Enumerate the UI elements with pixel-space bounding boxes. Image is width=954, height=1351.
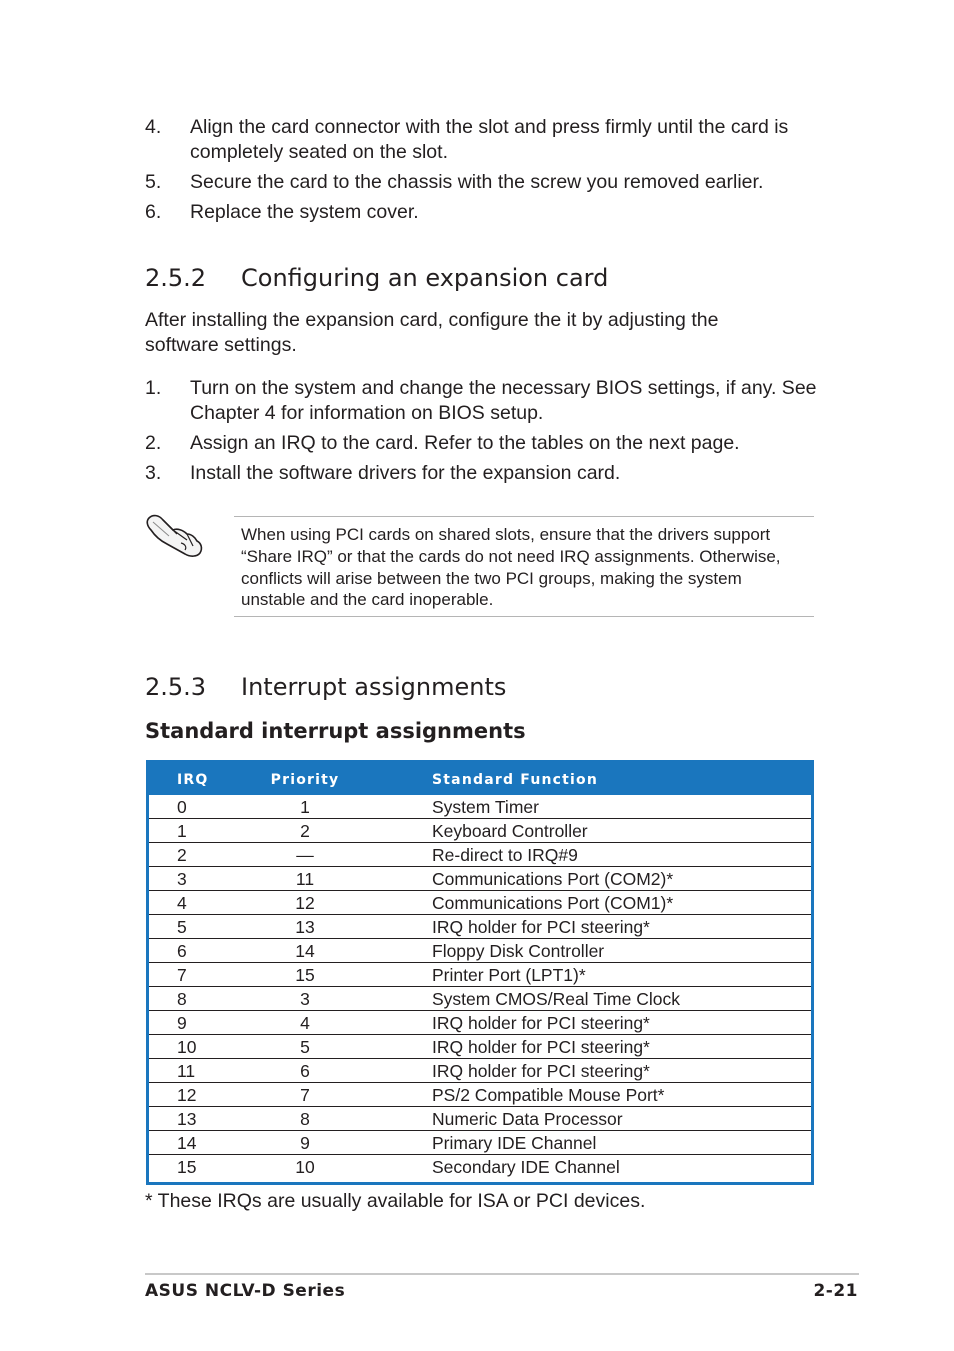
cell-function: Communications Port (COM2)* bbox=[432, 869, 674, 889]
cell-function: Re-direct to IRQ#9 bbox=[432, 845, 578, 865]
install-steps-list bbox=[145, 115, 825, 230]
cell-irq: 4 bbox=[177, 893, 187, 913]
section-title: Interrupt assignments bbox=[241, 673, 507, 701]
footer-page-number: 2-21 bbox=[813, 1281, 858, 1301]
header-function: Standard Function bbox=[432, 772, 599, 788]
step-text: Turn on the system and change the necessary BIOS settings, if any. See Chapter 4 for information on BIOS setup. bbox=[190, 377, 817, 424]
table-header bbox=[149, 763, 811, 795]
cell-priority: 5 bbox=[300, 1037, 310, 1057]
section-heading-252 bbox=[145, 264, 608, 292]
cell-function: Numeric Data Processor bbox=[432, 1109, 623, 1129]
table-row bbox=[149, 1154, 811, 1178]
cell-function: Printer Port (LPT1)* bbox=[432, 965, 586, 985]
cell-irq: 13 bbox=[177, 1109, 197, 1129]
table-row bbox=[149, 866, 811, 890]
cell-function: Secondary IDE Channel bbox=[432, 1157, 620, 1177]
cell-irq: 8 bbox=[177, 989, 187, 1009]
cell-priority: 7 bbox=[300, 1085, 310, 1105]
irq-assignment-table bbox=[146, 760, 814, 1185]
header-irq: IRQ bbox=[177, 772, 209, 788]
table-row bbox=[149, 890, 811, 914]
subsection-heading: Standard interrupt assignments bbox=[145, 719, 526, 743]
cell-function: System Timer bbox=[432, 797, 539, 817]
section-heading-253 bbox=[145, 673, 506, 701]
cell-priority: 13 bbox=[295, 917, 315, 937]
cell-function: Keyboard Controller bbox=[432, 821, 588, 841]
step-number: 6. bbox=[145, 201, 162, 223]
step-number: 3. bbox=[145, 462, 162, 484]
cell-function: Primary IDE Channel bbox=[432, 1133, 597, 1153]
table-body bbox=[149, 795, 811, 1178]
cell-priority: 15 bbox=[295, 965, 315, 985]
table-row bbox=[149, 1106, 811, 1130]
cell-function: Communications Port (COM1)* bbox=[432, 893, 674, 913]
cell-priority: 10 bbox=[295, 1157, 315, 1177]
cell-priority: — bbox=[296, 845, 314, 865]
cell-function: IRQ holder for PCI steering* bbox=[432, 1013, 650, 1033]
table-row bbox=[149, 986, 811, 1010]
table-row bbox=[149, 1058, 811, 1082]
cell-function: System CMOS/Real Time Clock bbox=[432, 989, 680, 1009]
intro-paragraph: After installing the expansion card, configure the it by adjusting the software settings. bbox=[145, 309, 719, 356]
cell-irq: 2 bbox=[177, 845, 187, 865]
cell-irq: 12 bbox=[177, 1085, 197, 1105]
cell-function: Floppy Disk Controller bbox=[432, 941, 605, 961]
section-title: Configuring an expansion card bbox=[241, 264, 609, 292]
table-footnote: * These IRQs are usually available for ISA or PCI devices. bbox=[145, 1190, 646, 1212]
list-item bbox=[145, 376, 825, 426]
step-number: 4. bbox=[145, 116, 162, 138]
cell-function: PS/2 Compatible Mouse Port* bbox=[432, 1085, 665, 1105]
cell-irq: 11 bbox=[177, 1061, 196, 1081]
cell-priority: 8 bbox=[300, 1109, 310, 1129]
cell-irq: 10 bbox=[177, 1037, 197, 1057]
list-item bbox=[145, 200, 825, 225]
cell-irq: 15 bbox=[177, 1157, 197, 1177]
list-item bbox=[145, 461, 825, 486]
table-row bbox=[149, 795, 811, 818]
table-row bbox=[149, 842, 811, 866]
cell-priority: 1 bbox=[300, 797, 310, 817]
table-row bbox=[149, 818, 811, 842]
table-row bbox=[149, 1034, 811, 1058]
cell-irq: 3 bbox=[177, 869, 187, 889]
cell-irq: 0 bbox=[177, 797, 187, 817]
header-priority: Priority bbox=[270, 772, 340, 788]
cell-irq: 7 bbox=[177, 965, 187, 985]
section-number: 2.5.3 bbox=[145, 673, 207, 701]
cell-irq: 6 bbox=[177, 941, 187, 961]
note-box bbox=[234, 516, 814, 617]
step-text: Replace the system cover. bbox=[190, 201, 419, 223]
cell-function: IRQ holder for PCI steering* bbox=[432, 1037, 650, 1057]
list-item bbox=[145, 115, 825, 165]
list-item bbox=[145, 170, 825, 195]
table-row bbox=[149, 914, 811, 938]
footer-divider bbox=[145, 1273, 859, 1275]
step-number: 1. bbox=[145, 377, 162, 399]
cell-priority: 4 bbox=[300, 1013, 310, 1033]
cell-function: IRQ holder for PCI steering* bbox=[432, 1061, 650, 1081]
list-item bbox=[145, 431, 825, 456]
cell-priority: 6 bbox=[300, 1061, 310, 1081]
step-text: Secure the card to the chassis with the screw you removed earlier. bbox=[190, 171, 764, 193]
step-number: 2. bbox=[145, 432, 162, 454]
step-text: Align the card connector with the slot and press firmly until the card is completely seated on the slot. bbox=[190, 116, 789, 163]
cell-irq: 14 bbox=[177, 1133, 197, 1153]
table-row bbox=[149, 1130, 811, 1154]
cell-function: IRQ holder for PCI steering* bbox=[432, 917, 650, 937]
footer-product-name: ASUS NCLV-D Series bbox=[145, 1281, 346, 1301]
cell-priority: 14 bbox=[295, 941, 315, 961]
step-number: 5. bbox=[145, 171, 162, 193]
table-row bbox=[149, 938, 811, 962]
step-text: Assign an IRQ to the card. Refer to the tables on the next page. bbox=[190, 432, 740, 454]
cell-priority: 12 bbox=[295, 893, 315, 913]
table-row bbox=[149, 1082, 811, 1106]
table-row bbox=[149, 962, 811, 986]
cell-irq: 9 bbox=[177, 1013, 187, 1033]
cell-irq: 1 bbox=[177, 821, 187, 841]
section-number: 2.5.2 bbox=[145, 264, 207, 292]
step-text: Install the software drivers for the expansion card. bbox=[190, 462, 621, 484]
table-row bbox=[149, 1010, 811, 1034]
config-steps-list bbox=[145, 376, 825, 491]
cell-irq: 5 bbox=[177, 917, 187, 937]
note-text: When using PCI cards on shared slots, ensure that the drivers support “Share IRQ” or that the cards do not need IRQ assignments. Otherwise, conflicts will arise between the two PCI groups, making the system unstable and the card inoperable. bbox=[241, 525, 781, 610]
cell-priority: 11 bbox=[295, 869, 315, 889]
hand-pointing-icon bbox=[143, 510, 205, 560]
cell-priority: 2 bbox=[300, 821, 310, 841]
cell-priority: 3 bbox=[300, 989, 310, 1009]
cell-priority: 9 bbox=[300, 1133, 310, 1153]
